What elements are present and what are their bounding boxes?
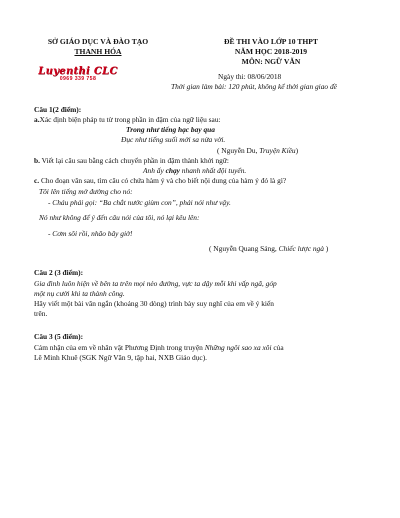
province-name: THANH HÓA: [74, 47, 122, 56]
exam-date: Ngày thi: 08/06/2018: [218, 72, 282, 81]
q1-title: Câu 1(2 điểm):: [34, 105, 82, 114]
q3-title: Câu 3 (5 điểm):: [34, 332, 84, 341]
q1a-line: a.Xác định biện pháp tu từ trong phần in đậm của ngữ liệu sau:: [34, 115, 221, 124]
subject: MÔN: NGỮ VĂN: [241, 57, 301, 66]
q2-quote-line-1: Gia đình luôn hiện về bên ta trên mọi nẻo đường, vực ta dậy mỗi khi vấp ngã, góp: [34, 279, 277, 288]
q2-title: Câu 2 (3 điểm):: [34, 268, 84, 277]
q2-task-line-1: Hãy viết một bài văn ngắn (khoảng 30 dòng) trình bày suy nghĩ của em về ý kiến: [34, 299, 274, 308]
passage-line-4: - Cơm sôi rồi, nhão bây giờ!: [48, 229, 133, 238]
q3-line-2: Lê Minh Khuê (SGK Ngữ Văn 9, tập hai, NXB Giáo dục).: [34, 353, 208, 362]
luyenthi-logo: [36, 66, 120, 82]
department-name: SỞ GIÁO DỤC VÀ ĐÀO TẠO: [47, 37, 149, 46]
passage-citation: ( Nguyễn Quang Sáng, Chiếc lược ngà ): [209, 244, 329, 253]
q1c-line: c. Cho đoạn văn sau, tìm câu có chứa hàm ý và cho biết nội dung của hàm ý đó là gì?: [34, 176, 287, 185]
school-year: NĂM HỌC 2018-2019: [234, 47, 308, 56]
passage-line-3: Nó như không để ý đến câu nói của tôi, nó lại kêu lên:: [39, 213, 200, 222]
logo-phone: 0969 339 758: [59, 76, 97, 82]
q2-task-line-2: trên.: [34, 309, 48, 318]
q3-line-1: Cảm nhận của em về nhân vật Phương Định trong truyện Những ngôi sao xa xôi của: [34, 343, 284, 352]
logo-name: Luyenthi CLC: [38, 66, 118, 77]
q2-quote-line-2: một nụ cười khi ta thành công.: [34, 289, 125, 298]
poem-line-1: Trong như tiếng hạc bay qua: [126, 125, 215, 134]
poem-line-2: Đục như tiếng suối mới sa nửa vời.: [121, 135, 226, 144]
exam-duration: Thời gian làm bài: 120 phút, không kể thời gian giao đề: [171, 82, 337, 91]
q1b-line: b. Viết lại câu sau bằng cách chuyển phần in đậm thành khởi ngữ:: [34, 156, 229, 165]
passage-line-2: - Cháu phải gọi: “Ba chắt nước giùm con”, phải nói như vậy.: [48, 198, 231, 207]
poem-citation: ( Nguyễn Du, Truyện Kiều): [217, 146, 299, 155]
q1b-sentence: Anh ấy chạy nhanh nhất đội tuyển.: [143, 166, 247, 175]
exam-title: ĐỀ THI VÀO LỚP 10 THPT: [224, 37, 318, 46]
passage-line-1: Tôi lên tiếng mở đường cho nó:: [39, 187, 133, 196]
